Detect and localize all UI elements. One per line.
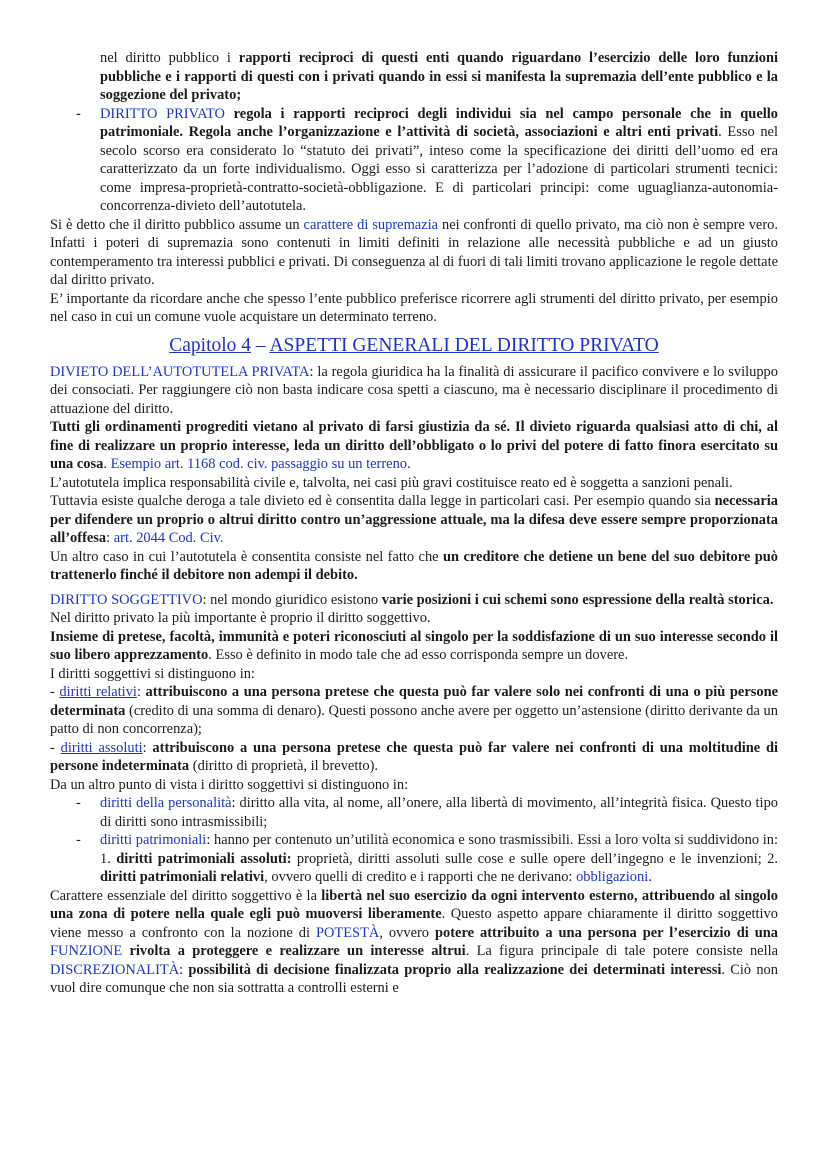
paragraph-diritti-assoluti: [50, 739, 778, 776]
text: :: [179, 961, 189, 978]
term-label: diritti della personalità: [100, 795, 232, 811]
text: Un altro caso in cui l’autotutela è consentita consiste nel fatto che: [50, 548, 444, 565]
bold-text: Tutti gli ordinamenti progrediti vietano al privato di farsi giustizia da sé. Il divieto riguarda qualsiasi atto di chi, al fine di realizzare un proprio interesse, leda un diritto dell’obbligato o lo privi del potere di fatto finora esercitato su una cosa: [50, 419, 778, 472]
bold-text: regola i rapporti reciproci degli individui sia nel campo personale che in quello patrimoniale. Regola anche l’organizzazione e l’attività di società, associazioni e altri enti privati: [100, 105, 778, 140]
bold-text: Insieme di pretese, facoltà, immunità e poteri riconosciuti al singolo per la soddisfazione di un suo interesse secondo il suo libero apprezzamento: [50, 628, 778, 663]
paragraph-creditore: [50, 548, 778, 585]
paragraph-insieme-pretese: [50, 628, 778, 665]
text: proprietà, diritti assoluti sulle cose e sulle opere dell’ingegno e le invenzioni; 2.: [291, 850, 779, 867]
paragraph-divieto-autotutela: [50, 363, 778, 419]
paragraph-responsabilita: [50, 474, 778, 493]
text: Da un altro punto di vista i diritto soggettivi si distinguono in:: [50, 776, 409, 793]
text: :: [106, 530, 114, 546]
highlight-text: obbligazioni: [576, 869, 649, 885]
text: . Ciò non vuol dire comunque che non sia sottratta a controlli esterni e: [50, 961, 778, 996]
paragraph-public-law-relations: [50, 49, 778, 105]
term-label: diritti patrimoniali: [100, 832, 207, 848]
bold-text: possibilità di decisione finalizzata proprio alla realizzazione dei determinati interessi: [188, 961, 722, 978]
text: . Questo aspetto appare chiaramente il diritto soggettivo viene messo a confronto con la nozione di: [50, 906, 778, 941]
bold-text: varie posizioni i cui schemi sono espressione della realtà storica.: [381, 591, 774, 608]
text: Carattere essenziale del diritto soggettivo è la: [50, 887, 322, 904]
list-item-patrimoniali: [50, 831, 778, 887]
paragraph-carattere-essenziale: [50, 887, 778, 998]
list-item-personalita: [50, 794, 778, 831]
text: , ovvero quelli di credito e i rapporti che ne derivano:: [264, 869, 577, 885]
bold-text: necessaria per difendere un proprio o altrui diritto contro un’aggressione attuale, ma la difesa deve essere sempre proporzionata all’offesa: [50, 493, 778, 546]
text: . La figura principale di tale potere consiste nella: [465, 943, 778, 959]
text: E’ importante da ricordare anche che spesso l’ente pubblico preferisce ricorrere agli strumenti del diritto privato, per esempio nel caso in cui un comune vuole acquistare un determinato terreno.: [50, 290, 778, 325]
term-funzione: FUNZIONE: [50, 943, 123, 959]
text: : la regola giuridica ha la finalità di assicurare il pacifico convivere e lo sviluppo dei consociati. Per raggiungere ciò non basta indicare cosa spetti a ciascuno, ma è necessario disciplinare il procedimento di attuazione del diritto.: [50, 363, 778, 417]
paragraph-ente-pubblico: [50, 290, 778, 327]
text: -: [50, 684, 60, 700]
highlight-text: carattere di supremazia: [303, 216, 439, 233]
paragraph-piu-importante: [50, 609, 778, 628]
text: L’autotutela implica responsabilità civile e, talvolta, nei casi più gravi costituisce reato ed è soggetta a sanzioni penali.: [50, 474, 733, 491]
text: : nel mondo giuridico esistono: [202, 591, 382, 608]
text: nel diritto pubblico i: [100, 50, 239, 66]
term-label: diritti assoluti: [60, 739, 143, 756]
text: :: [142, 739, 153, 756]
bold-text: diritti patrimoniali relativi: [100, 869, 265, 885]
chapter-heading: [50, 334, 778, 358]
bold-text: libertà nel suo esercizio da ogni intervento esterno, attribuendo al singolo una zona di potere nella quale egli può muoversi liberamente: [50, 887, 778, 922]
example-text: Esempio art. 1168 cod. civ. passaggio su un terreno.: [110, 456, 411, 472]
list-item-diritto-privato: [50, 105, 778, 216]
paragraph-ordinamenti: [50, 418, 778, 474]
paragraph-altro-punto: [50, 776, 778, 795]
bold-text: rivolta a proteggere e realizzare un interesse altrui: [122, 943, 466, 959]
text: , ovvero: [379, 924, 435, 941]
text: (diritto di proprietà, il brevetto).: [189, 758, 378, 774]
text: : hanno per contenuto un’utilità economica e sono trasmissibili. Essi a loro volta si suddividono in: 1.: [100, 832, 778, 867]
bold-text: potere attribuito a una persona per l’esercizio di una: [435, 924, 779, 941]
term-label: DIRITTO PRIVATO: [100, 105, 225, 122]
chapter-title: ASPETTI GENERALI DEL DIRITTO PRIVATO: [269, 334, 659, 356]
text: . Esso è definito in modo tale che ad esso corrisponda sempre un dovere.: [208, 647, 629, 663]
paragraph-diritto-soggettivo: [50, 591, 778, 610]
text: .: [648, 869, 652, 885]
text: nei confronti di quello privato, ma ciò non è sempre vero. Infatti i poteri di supremazia sono contenuti in limiti definiti in relazione alle necessità pubbliche e ad un giusto contemperamento tra interessi pubblici e privati. Di conseguenza al di fuori di tali limiti trovano applicazione le regole dettate dal diritto privato.: [50, 216, 778, 288]
chapter-number: Capitolo 4: [169, 334, 252, 356]
bold-text: attribuiscono a una persona pretese che questa può far valere solo nei confronti di una o più persone determinata: [50, 684, 779, 719]
text: -: [50, 739, 61, 756]
list-dash: -: [76, 105, 81, 122]
example-text: art. 2044 Cod. Civ.: [113, 530, 224, 546]
list-dash: -: [76, 832, 81, 848]
term-potesta: POTESTÀ: [315, 924, 380, 941]
text: Si è detto che il diritto pubblico assume un: [50, 216, 304, 233]
bold-text: un creditore che detiene un bene del suo debitore può trattenerlo finché il debitore non adempi il debito.: [50, 548, 778, 583]
term-label: DIVIETO DELL’AUTOTUTELA PRIVATA: [50, 363, 310, 380]
paragraph-supremazia: [50, 216, 778, 290]
bold-text: attribuiscono a una persona pretese che questa può far valere nei confronti di una moltitudine di persone indeterminata: [50, 739, 779, 774]
text: . Esso nel secolo scorso era considerato lo “statuto dei privati”, inteso come la specificazione dei diritti dell’uomo ed era caratterizzato da un forte individualismo. Oggi esso si caratterizza per l’adozione di particolari strumenti tecnici: come impresa-proprietà-contratto-società-obbligazione. E di particolari principi: come uguaglianza-autonomia-concorrenza-divieto dell’autotutela.: [100, 124, 778, 214]
term-discrezionalita: DISCREZIONALITÀ: [50, 961, 180, 978]
text: .: [103, 456, 111, 472]
text: I diritti soggettivi si distinguono in:: [50, 665, 255, 682]
text: Tuttavia esiste qualche deroga a tale divieto ed è consentita dalla legge in particolari casi. Per esempio quando sia: [50, 493, 715, 509]
text: : diritto alla vita, al nome, all’onere, alla libertà di movimento, all’integrità fisica. Questo tipo di diritti sono intrasmissibili;: [100, 795, 779, 830]
list-dash: -: [76, 795, 81, 811]
text: Nel diritto privato la più importante è proprio il diritto soggettivo.: [50, 610, 431, 626]
term-label: DIRITTO SOGGETTIVO: [50, 591, 203, 608]
text: :: [136, 684, 146, 700]
text: (credito di una somma di denaro). Questi possono anche avere per oggetto un’astensione (diritto derivante da un patto di non concorrenza);: [50, 702, 778, 737]
bold-text: rapporti reciproci di questi enti quando riguardano l’esercizio delle loro funzioni pubbliche e i rapporti di questi con i privati quando in essi si manifesta la supremazia dell’ente pubblico e la soggezione del privato;: [100, 50, 778, 103]
paragraph-distinguono: [50, 665, 778, 684]
paragraph-diritti-relativi: [50, 683, 778, 739]
term-label: diritti relativi: [59, 684, 137, 700]
paragraph-deroga: [50, 492, 778, 548]
bold-text: diritti patrimoniali assoluti:: [116, 850, 292, 867]
chapter-separator: –: [251, 334, 270, 356]
